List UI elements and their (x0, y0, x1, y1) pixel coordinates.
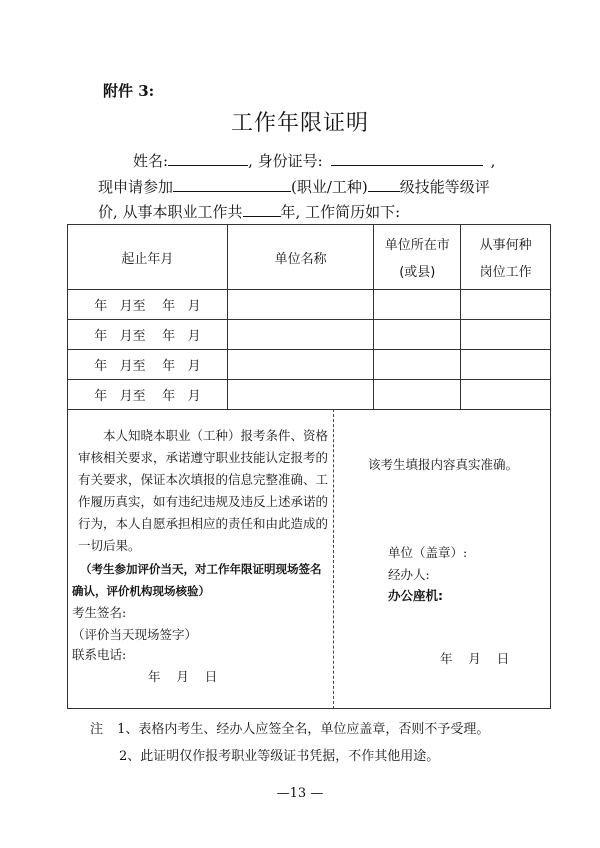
document-title: 工作年限证明 (230, 111, 369, 136)
work-history-table (67, 224, 551, 410)
years-line (98, 201, 400, 222)
name-line (133, 150, 495, 171)
table-row (68, 350, 551, 380)
row-period[interactable]: 年 月至 年 月 (68, 350, 228, 380)
row-unit[interactable] (227, 290, 374, 320)
verification-statement: 该考生填报内容真实准确。 (368, 457, 519, 472)
note-1 (90, 718, 489, 737)
row-position[interactable] (461, 380, 551, 410)
row-period[interactable]: 年 月至 年 月 (68, 320, 228, 350)
verification-date: 年 月 日 (440, 651, 510, 666)
header-position: 从事何种 岗位工作 (461, 225, 551, 290)
row-period[interactable]: 年 月至 年 月 (68, 380, 228, 410)
table-header-row (68, 225, 551, 290)
row-position[interactable] (461, 350, 551, 380)
row-location[interactable] (374, 290, 461, 320)
years-label: 年, 工作简历如下: (280, 203, 401, 221)
stamp-label: 单位（盖章）: (388, 545, 468, 560)
declaration-paragraph: 本人知晓本职业（工种）报考条件、资格审核相关要求，承诺遵守职业技能认定报考的有关要求，保证本次填报的信息完整准确、工作履历真实，如有违纪违规及违反上述承诺的行为，本人自愿承担相应的责任和由此造成的一切后果。 (78, 428, 329, 553)
row-unit[interactable] (227, 320, 374, 350)
declaration-section (67, 409, 551, 709)
name-blank[interactable] (168, 151, 248, 166)
table-row (68, 290, 551, 320)
row-location[interactable] (374, 380, 461, 410)
level-blank[interactable] (368, 177, 400, 192)
signature-note: （评价当天现场签字） (72, 627, 198, 642)
section-divider (333, 409, 334, 709)
row-location[interactable] (374, 350, 461, 380)
phone-label: 联系电话: (72, 647, 127, 662)
occupation-label: (职业/工种) (291, 178, 368, 196)
row-unit[interactable] (227, 350, 374, 380)
header-location: 单位所在市 (或县) (374, 225, 461, 290)
header-period: 起止年月 (68, 225, 228, 290)
header-unit: 单位名称 (227, 225, 374, 290)
id-label: , 身份证号: (248, 152, 323, 170)
bold-note-line1: （考生参加评价当天，对工作年限证明现场签名 (80, 562, 322, 576)
row-position[interactable] (461, 320, 551, 350)
name-label: 姓名: (133, 152, 169, 170)
id-blank[interactable] (331, 151, 483, 166)
note-1-text: 1、表格内考生、经办人应签全名，单位应盖章，否则不予受理。 (117, 722, 490, 737)
landline-label: 办公座机: (388, 588, 443, 603)
table-row (68, 380, 551, 410)
row-unit[interactable] (227, 380, 374, 410)
attachment-label: 附件 3: (103, 82, 155, 100)
id-end: , (490, 152, 496, 170)
table-row (68, 320, 551, 350)
row-location[interactable] (374, 320, 461, 350)
note-prefix: 注 (90, 722, 104, 737)
handler-label: 经办人: (388, 567, 430, 582)
note-2: 2、此证明仅作报考职业等级证书凭据，不作其他用途。 (119, 749, 440, 764)
years-blank[interactable] (243, 202, 281, 217)
declaration-date: 年 月 日 (148, 669, 218, 684)
level-cont: 价, 从事本职业工作共 (98, 203, 243, 221)
apply-label: 现申请参加 (98, 178, 174, 196)
row-period[interactable]: 年 月至 年 月 (68, 290, 228, 320)
apply-line (98, 176, 490, 197)
row-position[interactable] (461, 290, 551, 320)
page-number: —13 — (276, 786, 324, 801)
occupation-blank[interactable] (173, 177, 291, 192)
level-label: 级技能等级评 (399, 178, 490, 196)
bold-note-line2: 确认，评价机构现场核验） (72, 584, 210, 598)
signature-label: 考生签名: (72, 605, 127, 620)
